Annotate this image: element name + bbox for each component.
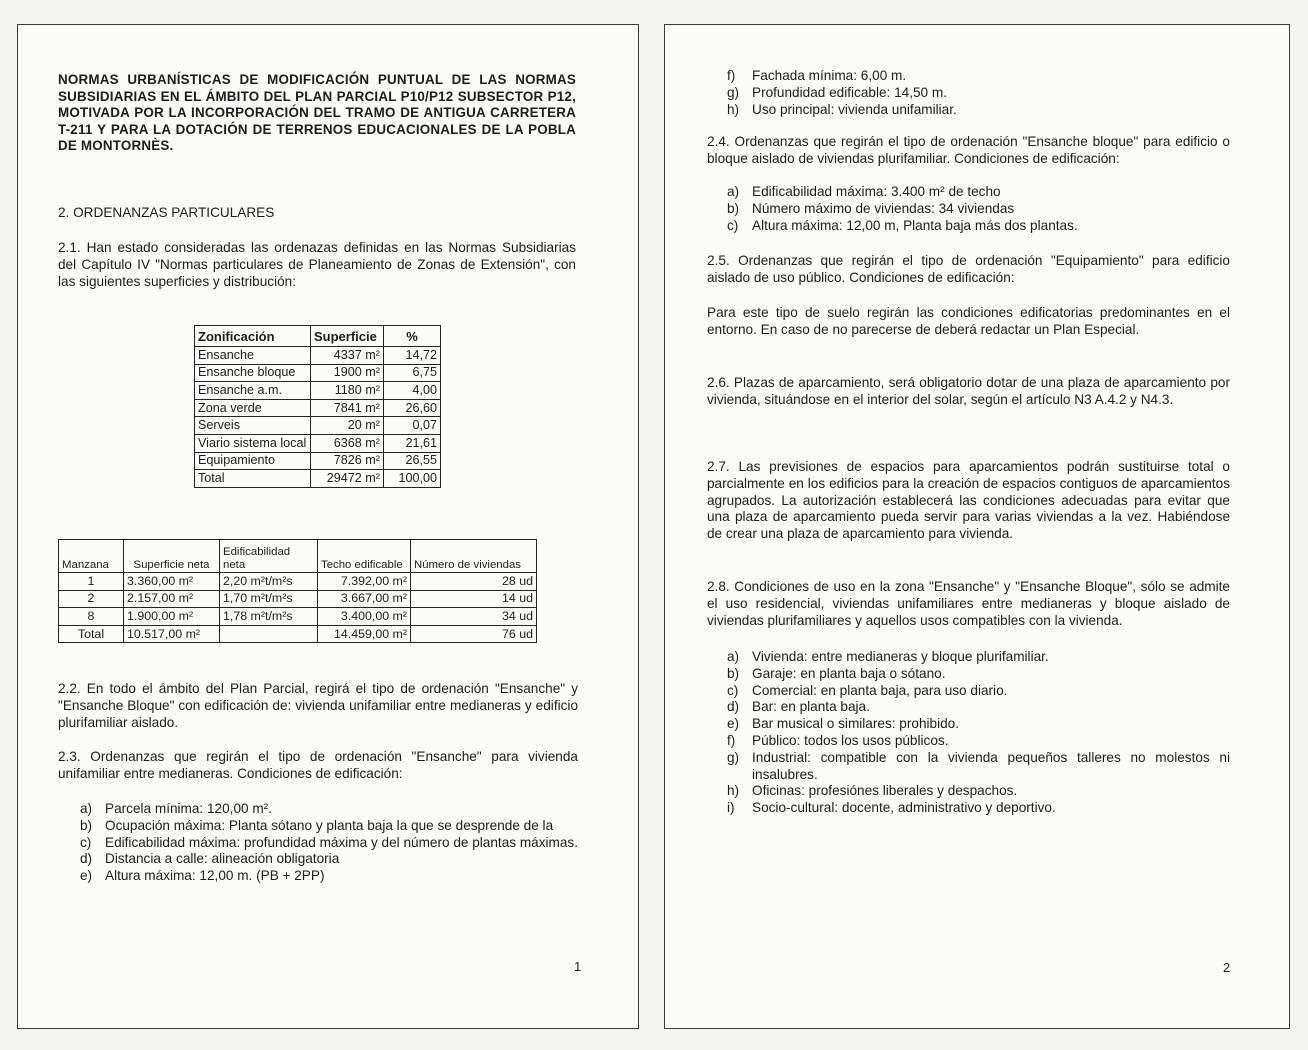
list-marker: c) — [727, 217, 739, 233]
table-header: % — [384, 326, 441, 347]
table-header: Techo edificable — [318, 540, 411, 573]
list-item — [727, 68, 1227, 85]
list-marker: h) — [727, 783, 740, 799]
table-cell: 26,60 — [384, 399, 441, 417]
table-cell: 3.667,00 m² — [318, 590, 411, 608]
page-number: 1 — [574, 959, 582, 974]
manzana-table — [58, 539, 537, 643]
list-item-text: Bar musical o similares: prohibido. — [752, 716, 960, 732]
table-row — [59, 625, 537, 643]
list-item — [80, 868, 578, 885]
list-item — [727, 683, 1230, 700]
table-cell: 1900 m² — [311, 364, 384, 382]
list-marker: f) — [727, 732, 736, 748]
conditions-list-continued — [727, 68, 1227, 118]
list-item — [80, 818, 578, 835]
table-cell: 7.392,00 m² — [318, 573, 411, 591]
table-cell: 100,00 — [384, 470, 441, 488]
table-cell: 14,72 — [384, 347, 441, 365]
list-item-text: Oficinas: profesiónes liberales y despachos. — [752, 783, 1018, 799]
table-cell: Viario sistema local — [195, 434, 311, 452]
table-cell: 2 — [59, 590, 124, 608]
list-item-text: Parcela mínima: 120,00 m². — [105, 801, 272, 816]
list-item — [727, 85, 1227, 102]
paragraph-2-8: 2.8. Condiciones de uso en la zona "Ensanche" y "Ensanche Bloque", sólo se admite el uso residencial, viviendas unifamiliares entre medianeras y bloque aislado de viviendas plurifamiliares y aquellos usos compatibles con la vivienda. — [707, 579, 1230, 628]
list-item-text: Bar: en planta baja. — [752, 699, 870, 715]
table-row — [59, 608, 537, 626]
table-cell: 1,70 m²t/m²s — [220, 590, 318, 608]
list-marker: e) — [80, 868, 93, 884]
paragraph-2-1: 2.1. Han estado consideradas las ordenazas definidas en las Normas Subsidiarias del Capítulo IV "Normas particulares de Planeamiento de Zonas de Extensión", con las siguientes superficies y distribución: — [58, 240, 576, 289]
table-cell: 3.400,00 m² — [318, 608, 411, 626]
list-item-text: Número máximo de viviendas: 34 viviendas — [752, 200, 1015, 216]
table-header: Superficie — [311, 326, 384, 347]
conditions-list-2-3 — [80, 801, 578, 885]
list-marker: a) — [80, 801, 93, 816]
document-title: NORMAS URBANÍSTICAS DE MODIFICACIÓN PUNTUAL DE LAS NORMAS SUBSIDIARIAS EN EL ÁMBITO DEL PLAN PARCIAL P10/P12 SUBSECTOR P12, MOTIVADA POR LA INCORPORACIÓN DEL TRAMO DE ANTIGUA CARRETERA T-211 Y PARA LA DOTACIÓN DE TERRENOS EDUCACIONALES DE LA POBLA DE MONTORNÈS. — [58, 72, 576, 154]
list-item-text: Socio-cultural: docente, administrativo y deportivo. — [752, 800, 1056, 816]
table-cell: Total — [59, 625, 124, 643]
table-cell: 2,20 m²t/m²s — [220, 573, 318, 591]
list-marker: e) — [727, 716, 740, 732]
table-cell: 7826 m² — [311, 452, 384, 470]
list-marker: h) — [727, 101, 740, 117]
list-item — [727, 666, 1230, 683]
table-row — [195, 434, 441, 452]
list-marker: g) — [727, 84, 740, 100]
list-item — [727, 649, 1230, 666]
table-header: Manzana — [59, 540, 124, 573]
list-item-text: Edificabilidad máxima: profundidad máxima y del número de plantas máximas. — [105, 834, 578, 850]
table-cell: 3.360,00 m² — [124, 573, 220, 591]
table-row — [195, 470, 441, 488]
list-item-text: Comercial: en planta baja, para uso diario. — [752, 682, 1008, 698]
table-cell: 76 ud — [411, 625, 537, 643]
table-row — [195, 452, 441, 470]
list-marker: a) — [727, 184, 740, 199]
list-item — [80, 801, 578, 818]
list-item-text: Público: todos los usos públicos. — [752, 732, 949, 748]
table-cell: 26,55 — [384, 452, 441, 470]
list-marker: b) — [727, 665, 740, 681]
list-item-text: Vivienda: entre medianeras y bloque plurifamiliar. — [752, 649, 1049, 664]
table-cell: Serveis — [195, 417, 311, 435]
table-cell: 14 ud — [411, 590, 537, 608]
list-item — [80, 835, 578, 852]
page-2 — [664, 24, 1290, 1029]
list-item-text: Ocupación máxima: Planta sótano y planta baja la que se desprende de la — [105, 817, 554, 833]
table-cell: 14.459,00 m² — [318, 625, 411, 643]
page-number: 2 — [1223, 960, 1231, 975]
conditions-list-2-4 — [727, 184, 1227, 234]
table-cell: 0,07 — [384, 417, 441, 435]
table-header: Edificabilidad neta — [220, 540, 318, 573]
table-cell: 6,75 — [384, 364, 441, 382]
list-item-text: Altura máxima: 12,00 m. (PB + 2PP) — [105, 868, 325, 884]
list-item — [80, 851, 578, 868]
paragraph-2-3: 2.3. Ordenanzas que regirán el tipo de ordenación "Ensanche" para vivienda unifamiliar entre medianeras. Condiciones de edificación: — [58, 749, 578, 781]
list-item — [727, 733, 1230, 750]
list-marker: f) — [727, 68, 736, 83]
list-item — [727, 699, 1230, 716]
paragraph-2-2: 2.2. En todo el ámbito del Plan Parcial, regirá el tipo de ordenación "Ensanche" y "Ensanche Bloque" con edificación de: vivienda unifamiliar entre medianeras y edificio plurifamiliar aislado. — [58, 681, 578, 730]
table-cell: 6368 m² — [311, 434, 384, 452]
paragraph-2-5-b: Para este tipo de suelo regirán las condiciones edificatorias predominantes en el entorno. En caso de no parecerse de deberá redactar un Plan Especial. — [707, 305, 1230, 337]
list-item — [727, 783, 1230, 800]
table-cell — [220, 625, 318, 643]
table-row — [59, 573, 537, 591]
table-cell: Zona verde — [195, 399, 311, 417]
list-item-text: Distancia a calle: alineación obligatoria — [105, 851, 340, 867]
table-cell: 1180 m² — [311, 382, 384, 400]
table-cell: 10.517,00 m² — [124, 625, 220, 643]
list-marker: d) — [727, 699, 740, 715]
table-cell: 4,00 — [384, 382, 441, 400]
paragraph-2-5: 2.5. Ordenanzas que regirán el tipo de ordenación "Equipamiento" para edificio aislado de uso público. Condiciones de edificación: — [707, 253, 1230, 285]
list-item-text: Garaje: en planta baja o sótano. — [752, 665, 946, 681]
paragraph-2-6: 2.6. Plazas de aparcamiento, será obligatorio dotar de una plaza de aparcamiento por vivienda, situándose en el interior del solar, según el artículo N3 A.4.2 y N4.3. — [707, 375, 1230, 407]
list-marker: c) — [80, 834, 92, 850]
list-item — [727, 800, 1230, 817]
table-cell: Ensanche a.m. — [195, 382, 311, 400]
table-row — [195, 382, 441, 400]
table-cell: 34 ud — [411, 608, 537, 626]
list-item-text: Altura máxima: 12,00 m, Planta baja más dos plantas. — [752, 217, 1078, 233]
list-item-text: Industrial: compatible con la vivienda pequeños talleres no molestos ni insalubres. — [752, 749, 1230, 782]
list-item — [727, 218, 1227, 235]
table-row — [195, 364, 441, 382]
table-cell: 8 — [59, 608, 124, 626]
list-item — [727, 201, 1227, 218]
list-marker: g) — [727, 749, 740, 765]
table-header: Zonificación — [195, 326, 311, 347]
paragraph-2-7: 2.7. Las previsiones de espacios para aparcamientos podrán sustituirse total o parcialmente en los edificios para la creación de espacios contiguos de aparcamientos agrupados. La autorización establecerá las condiciones adecuadas para evitar que una plaza de aparcamiento pueda servir para varias viviendas a la vez. Habiéndose de crear una plaza de aparcamiento para vivienda. — [707, 459, 1230, 542]
table-header: Superficie neta — [124, 540, 220, 573]
table-cell: 2.157,00 m² — [124, 590, 220, 608]
list-marker: b) — [80, 817, 93, 833]
list-item-text: Profundidad edificable: 14,50 m. — [752, 84, 947, 100]
table-cell: 20 m² — [311, 417, 384, 435]
table-row — [195, 347, 441, 365]
table-row — [195, 417, 441, 435]
table-cell: Ensanche bloque — [195, 364, 311, 382]
page-1 — [17, 24, 639, 1029]
table-cell: 21,61 — [384, 434, 441, 452]
table-cell: 1 — [59, 573, 124, 591]
table-cell: Equipamiento — [195, 452, 311, 470]
table-cell: Total — [195, 470, 311, 488]
table-cell: 1,78 m²t/m²s — [220, 608, 318, 626]
list-item — [727, 184, 1227, 201]
list-marker: a) — [727, 649, 740, 664]
table-row — [195, 399, 441, 417]
list-marker: d) — [80, 851, 93, 867]
table-row — [59, 590, 537, 608]
list-item — [727, 750, 1230, 784]
list-marker: i) — [727, 800, 735, 816]
table-header: Número de viviendas — [411, 540, 537, 573]
list-marker: b) — [727, 200, 740, 216]
table-cell: Ensanche — [195, 347, 311, 365]
table-cell: 4337 m² — [311, 347, 384, 365]
list-item-text: Edificabilidad máxima: 3.400 m² de techo — [752, 184, 1001, 199]
list-item-text: Fachada mínima: 6,00 m. — [752, 68, 907, 83]
uses-list-2-8 — [727, 649, 1230, 817]
paragraph-2-4: 2.4. Ordenanzas que regirán el tipo de ordenación "Ensanche bloque" para edificio o bloque aislado de viviendas plurifamiliar. Condiciones de edificación: — [707, 134, 1230, 166]
list-item — [727, 716, 1230, 733]
section-heading: 2. ORDENANZAS PARTICULARES — [58, 205, 275, 220]
zonification-table — [194, 325, 441, 488]
list-marker: c) — [727, 682, 739, 698]
list-item — [727, 102, 1227, 119]
table-cell: 28 ud — [411, 573, 537, 591]
table-cell: 1.900,00 m² — [124, 608, 220, 626]
table-cell: 29472 m² — [311, 470, 384, 488]
table-cell: 7841 m² — [311, 399, 384, 417]
list-item-text: Uso principal: vivienda unifamiliar. — [752, 101, 957, 117]
